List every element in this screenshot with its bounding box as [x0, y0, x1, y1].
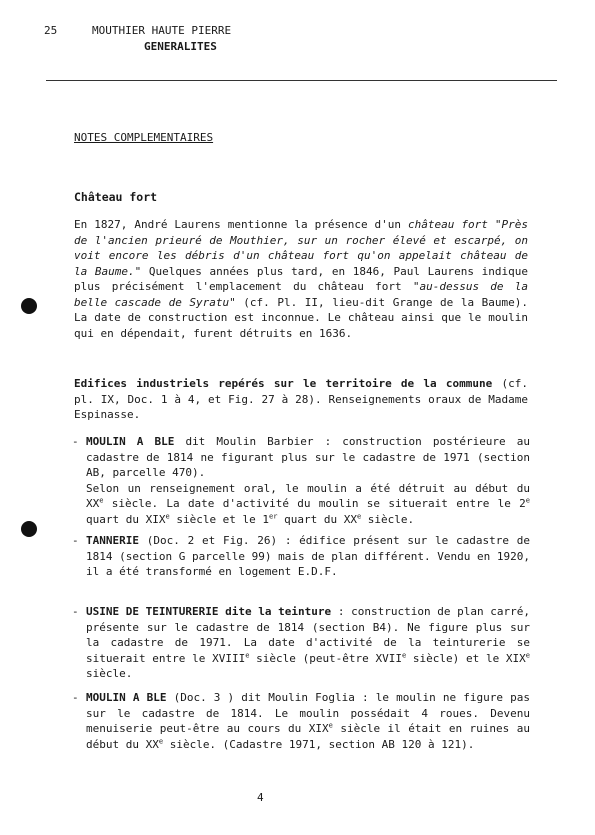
item-name: MOULIN A BLE — [86, 435, 175, 448]
list-item-body — [86, 690, 530, 752]
chateau-text-3 — [488, 218, 495, 231]
item-text: : construction de plan carré, présente sur le cadastre de 1814 (section B4). Ne figure plus sur la cadastre de 1971. La date d'activité de la teinturerie se situerait entre le XVIII — [86, 605, 530, 665]
superscript: e — [525, 496, 530, 505]
note-text: siècle et le 1 — [169, 512, 270, 526]
item-text: siècle. (Cadastre 1971, section AB 120 à 121). — [163, 737, 475, 751]
header-title: MOUTHIER HAUTE PIERRE — [92, 24, 232, 37]
superscript: e — [158, 736, 164, 745]
list-item-tannerie — [72, 533, 530, 580]
superscript: e — [356, 511, 362, 520]
note-text: siècle. La date d'activité du moulin se situerait entre le 2 — [103, 497, 526, 510]
superscript: er — [269, 511, 278, 520]
item-name: TANNERIE — [86, 534, 139, 547]
list-dash: - — [72, 534, 79, 547]
chateau-heading: Château fort — [74, 190, 158, 204]
superscript: e — [402, 650, 407, 659]
industrial-text: (cf. pl. IX, Doc. 1 à 4, et Fig. 27 à 28). Renseignements oraux de Madame Espinasse. — [74, 377, 528, 421]
chateau-quote-2: "au-dessus de la belle cascade de Syratu" — [74, 280, 528, 309]
note-text: siècle. — [361, 512, 415, 526]
chateau-text-2: château fort — [408, 218, 488, 231]
list-item-body — [86, 604, 530, 682]
section-title: NOTES COMPLEMENTAIRES — [74, 131, 214, 144]
list-item-moulin-foglia — [72, 690, 530, 752]
list-item-body — [86, 533, 530, 580]
item-name: MOULIN A BLE — [86, 691, 167, 704]
note-text: quart du XIX — [86, 512, 166, 526]
superscript: e — [245, 650, 250, 659]
note-text: quart du XX — [277, 512, 357, 526]
item-text: siècle. — [86, 667, 133, 680]
item-note — [86, 481, 530, 528]
chateau-paragraph — [74, 217, 528, 341]
superscript: e — [165, 511, 170, 520]
industrial-heading: Edifices industriels repérés sur le territoire de la commune — [74, 377, 493, 390]
list-dash: - — [72, 691, 79, 704]
punch-hole-bottom — [21, 521, 37, 537]
item-text: (Doc. 3 ) dit Moulin Foglia : le moulin ne figure pas sur le cadastre de 1814. Le moulin possédait 4 roues. Devenu menuiserie peut-être au cours du XIX — [86, 691, 530, 735]
superscript: e — [525, 650, 530, 659]
chateau-text-5: Quelques années plus tard, en 1846, Paul Laurens indique plus précisément l'emplacement du château fort — [74, 264, 528, 293]
punch-hole-top — [21, 298, 37, 314]
list-dash: - — [72, 605, 79, 618]
list-item-body — [86, 434, 530, 527]
superscript: e — [99, 496, 104, 505]
chateau-text-7: (cf. Pl. II, lieu-dit Grange de la Baume). La date de construction est inconnue. Le château ainsi que le moulin qui en dépendait, furent détruits en 1636. — [74, 295, 528, 340]
superscript: e — [328, 721, 333, 730]
list-dash: - — [72, 435, 79, 448]
note-text: Selon un renseignement oral, le moulin a été détruit au début du XX — [86, 481, 530, 510]
list-item-moulin-barbier — [72, 434, 530, 527]
item-text: siècle) et le XIX — [406, 651, 526, 665]
chateau-text-1: En 1827, André Laurens mentionne la présence d'un — [74, 218, 409, 231]
header-number: 25 — [44, 24, 58, 37]
industrial-paragraph — [74, 376, 528, 423]
item-text: siècle (peut-être XVII — [249, 651, 402, 665]
list-item-teinturerie — [72, 604, 530, 682]
header-subtitle: GENERALITES — [144, 40, 217, 53]
header-divider — [46, 80, 557, 81]
item-text: dit Moulin Barbier : construction postérieure au cadastre de 1814 ne figurant plus sur le cadastre de 1971 (section AB, parcelle 470). — [86, 435, 530, 479]
chateau-quote-1: "Près de l'ancien prieuré de Mouthier, sur un rocher élevé et escarpé, on voit encore les débris d'un château fort qu'on appelait château de la Baume." — [74, 218, 528, 278]
item-name: USINE DE TEINTURERIE dite la teinture — [86, 605, 332, 618]
item-text: siècle il était en ruines au début du XX — [86, 722, 530, 751]
page-number: 4 — [257, 791, 264, 804]
item-text: (Doc. 2 et Fig. 26) : édifice présent sur le cadastre de 1814 (section G parcelle 99) mais de plan différent. Vendu en 1920, il a été transformé en logement E.D.F. — [86, 534, 530, 578]
